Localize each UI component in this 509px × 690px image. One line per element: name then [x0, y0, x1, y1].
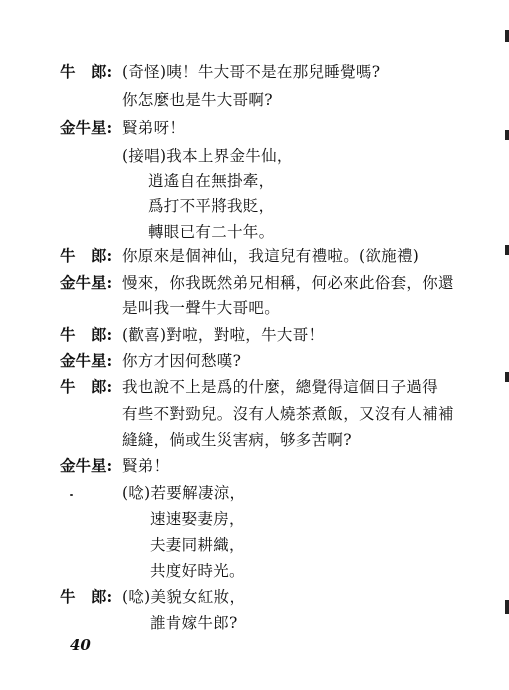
- dialogue-line: 你方才因何愁嘆?: [122, 352, 242, 370]
- verse-line: 夫妻同耕織，: [150, 536, 245, 554]
- dialogue-line: 你原來是個神仙，我這兒有禮啦。(欲施禮): [122, 247, 420, 265]
- verse-line: 轉眼已有二十年。: [148, 223, 275, 241]
- dialogue-line: (唸)美貌女紅妝，: [122, 588, 246, 606]
- dialogue-line: 我也說不上是爲的什麼，總覺得這個日子過得: [122, 378, 439, 396]
- dialogue-line: 縫縫，倘或生災害病，够多苦啊?: [122, 431, 352, 449]
- dialogue-line: 慢來，你我既然弟兄相稱，何必來此俗套，你還: [122, 274, 454, 292]
- dialogue-line: 賢弟！: [122, 457, 170, 475]
- scan-edge-mark: [505, 372, 509, 382]
- dialogue-line: 是叫我一聲牛大哥吧。: [122, 299, 281, 317]
- dialogue-line: (歡喜)對啦，對啦，牛大哥！: [122, 326, 325, 344]
- dialogue-line: (接唱)我本上界金牛仙，: [122, 147, 293, 165]
- verse-line: 共度好時光。: [150, 562, 245, 580]
- speaker-label: 金牛星:: [60, 351, 113, 370]
- scan-edge-mark: [505, 245, 509, 255]
- verse-line: 誰肯嫁牛郎?: [150, 614, 238, 632]
- speaker-label: 牛 郎:: [60, 325, 113, 344]
- dialogue-line: 你怎麼也是牛大哥啊?: [122, 91, 273, 109]
- speaker-label: 牛 郎:: [60, 246, 113, 265]
- speaker-label: 牛 郎:: [60, 62, 113, 81]
- scan-edge-mark: [505, 30, 509, 42]
- scan-edge-mark: [505, 130, 509, 140]
- dialogue-line: (唸)若要解凄涼，: [122, 484, 246, 502]
- verse-line: 爲打不平將我貶，: [148, 197, 275, 215]
- speaker-label: 金牛星:: [60, 456, 113, 475]
- speaker-label: 牛 郎:: [60, 377, 113, 396]
- speaker-label: 牛 郎:: [60, 587, 113, 606]
- verse-line: 速速娶妻房，: [150, 510, 245, 528]
- speaker-label: 金牛星:: [60, 273, 113, 292]
- verse-line: 逍遙自在無掛牽，: [148, 172, 275, 190]
- scan-edge-mark: [505, 600, 509, 614]
- scan-speck: [70, 494, 73, 496]
- dialogue-line: (奇怪)咦！牛大哥不是在那兒睡覺嗎?: [122, 63, 381, 81]
- dialogue-line: 賢弟呀！: [122, 119, 186, 137]
- dialogue-line: 有些不對勁兒。沒有人燒茶煮飯，又沒有人補補: [122, 405, 454, 423]
- speaker-label: 金牛星:: [60, 118, 113, 137]
- page-number: 40: [70, 636, 91, 654]
